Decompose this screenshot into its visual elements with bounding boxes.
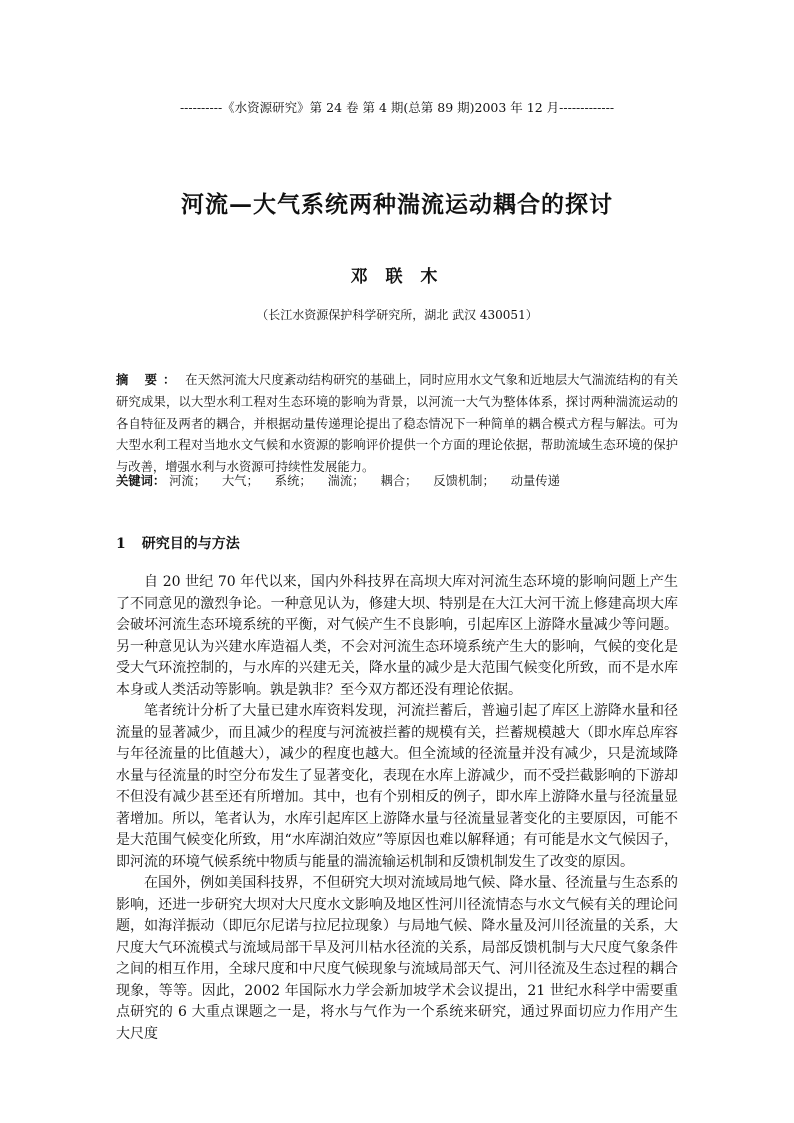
paper-title: 河流—大气系统两种湍流运动耦合的探讨 <box>181 191 613 218</box>
author-affiliation: （长江水资源保护科学研究所，湖北 武汉 430051） <box>256 308 538 322</box>
keywords <box>116 471 678 491</box>
section-heading <box>116 533 240 553</box>
keyword: 耦合； <box>380 474 418 488</box>
journal-header: ----------《水资源研究》第 24 卷 第 4 期(总第 89 期)2003 年 12 月------------- <box>179 100 615 115</box>
abstract-text: 在天然河流大尺度紊动结构研究的基础上，同时应用水文气象和近地层大气湍流结构的有关研究成果，以大型水利工程对生态环境的影响为背景，以河流一大气为整体体系，探讨两种湍流运动的各自特征及两者的耦合，并根据动量传递理论提出了稳态情况下一种简单的耦合模式方程与解法。可为大型水利工程对当地水文气候和水资源的影响评价提供一个方面的理论依据，帮助流域生态环境的保护与改善，增强水利与水资源可持续性发展能力。 <box>116 373 678 475</box>
paragraph: 自 20 世纪 70 年代以来，国内外科技界在高坝大库对河流生态环境的影响问题上产生了不同意见的激烈争论。一种意见认为，修建大坝、特别是在大江大河干流上修建高坝大库会破坏河流生态环境系统的平衡，对气候产生不良影响，引起库区上游降水量减少等问题。另一种意见认为兴建水库造福人类，不会对河流生态环境系统产生大的影响，气候的变化是受大气环流控制的，与水库的兴建无关，降水量的减少是大范围气候变化所致，而不是水库本身或人类活动等影响。孰是孰非？至今双方都还没有理论依据。 <box>116 574 678 698</box>
keyword: 反馈机制； <box>433 474 495 488</box>
body-text <box>116 572 678 1045</box>
keyword: 动量传递 <box>510 474 560 488</box>
paragraph: 笔者统计分析了大量已建水库资料发现，河流拦蓄后，普遍引起了库区上游降水量和径流量的显著减少，而且减少的程度与河流被拦蓄的规模有关，拦蓄规模越大（即水库总库容与年径流量的比值越大），减少的程度也越大。但全流域的径流量并没有减少，只是流域降水量与径流量的时空分布发生了显著变化，表现在水库上游减少，而不受拦截影响的下游却不但没有减少甚至还有所增加。其中，也有个别相反的例子，即水库上游降水量与径流量显著增加。所以，笔者认为，水库引起库区上游降水量与径流量显著变化的主要原因，可能不是大范围气候变化所致，用“水库湖泊效应”等原因也难以解释通；有可能是水文气候因子，即河流的环境气候系统中物质与能量的湍流输运机制和反馈机制发生了改变的原因。 <box>116 703 678 870</box>
section-number: 1 <box>116 536 126 552</box>
keyword: 系统； <box>274 474 312 488</box>
keyword: 湍流； <box>327 474 365 488</box>
author-name: 邓 联 木 <box>350 267 444 287</box>
section-title: 研究目的与方法 <box>141 536 240 552</box>
abstract <box>116 369 678 479</box>
keyword: 河流； <box>169 474 207 488</box>
abstract-label: 摘 要： <box>116 372 182 387</box>
keyword: 大气； <box>221 474 259 488</box>
paragraph: 在国外，例如美国科技界，不但研究大坝对流域局地气候、降水量、径流量与生态系的影响，还进一步研究大坝对大尺度水文影响及地区性河川径流情态与水文气候有关的理论问题，如海洋振动（即厄尔尼诺与拉尼拉现象）与局地气候、降水量及河川径流量的关系，大尺度大气环流模式与流域局部干旱及河川枯水径流的关系，局部反馈机制与大尺度气象条件之间的相互作用，全球尺度和中尺度气候现象与流域局部天气、河川径流及生态过程的耦合现象，等等。因此，2002 年国际水力学会新加坡学术会议提出，21 世纪水科学中需要重点研究的 6 大重点课题之一是，将水与气作为一个系统来研究，通过界面切应力作用产生大尺度 <box>116 875 678 1042</box>
keywords-label: 关键词： <box>116 473 166 488</box>
